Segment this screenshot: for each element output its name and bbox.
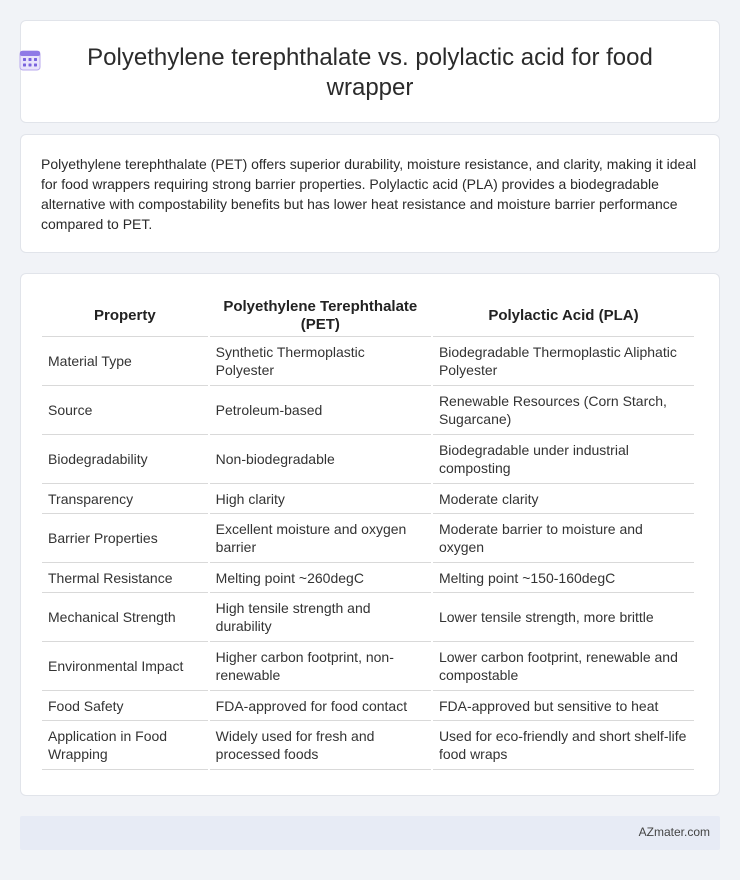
comparison-table [40, 293, 696, 770]
pla-cell: Moderate clarity [433, 484, 694, 514]
property-cell: Application in Food Wrapping [42, 721, 208, 770]
property-cell: Thermal Resistance [42, 563, 208, 593]
pla-cell: Moderate barrier to moisture and oxygen [433, 514, 694, 563]
title-card [20, 20, 720, 123]
table-row [42, 642, 694, 691]
pet-cell: Non-biodegradable [210, 435, 431, 484]
table-row [42, 691, 694, 721]
property-cell: Source [42, 386, 208, 435]
property-cell: Biodegradability [42, 435, 208, 484]
pet-cell: Petroleum-based [210, 386, 431, 435]
pet-cell: Higher carbon footprint, non-renewable [210, 642, 431, 691]
footer-site-link[interactable]: AZmater.com [638, 825, 710, 839]
table-row [42, 386, 694, 435]
table-header-row [42, 293, 694, 337]
title-wrap [61, 43, 679, 103]
table-row [42, 435, 694, 484]
property-cell: Material Type [42, 337, 208, 386]
pet-cell: Synthetic Thermoplastic Polyester [210, 337, 431, 386]
pla-cell: Melting point ~150-160degC [433, 563, 694, 593]
page-title: Polyethylene terephthalate vs. polylactic acid for food wrapper [87, 44, 653, 101]
pet-cell: High clarity [210, 484, 431, 514]
summary-text: Polyethylene terephthalate (PET) offers superior durability, moisture resistance, and clarity, making it ideal for food wrappers requiring strong barrier properties. Polylactic acid (PLA) provides a biodegradable alternative with compostability benefits but has lower heat resistance and moisture barrier performance compared to PET. [41, 156, 697, 232]
column-header-pet: Polyethylene Terephthalate (PET) [210, 293, 431, 337]
comparison-table-card [20, 273, 720, 796]
table-row [42, 514, 694, 563]
pla-cell: Renewable Resources (Corn Starch, Sugarcane) [433, 386, 694, 435]
property-cell: Food Safety [42, 691, 208, 721]
table-row [42, 337, 694, 386]
pet-cell: Melting point ~260degC [210, 563, 431, 593]
pla-cell: Biodegradable under industrial composting [433, 435, 694, 484]
calendar-grid-icon [19, 49, 41, 71]
property-cell: Transparency [42, 484, 208, 514]
pet-cell: Widely used for fresh and processed foods [210, 721, 431, 770]
table-row [42, 563, 694, 593]
table-row [42, 721, 694, 770]
pla-cell: Lower tensile strength, more brittle [433, 593, 694, 642]
pla-cell: Lower carbon footprint, renewable and compostable [433, 642, 694, 691]
pla-cell: Biodegradable Thermoplastic Aliphatic Polyester [433, 337, 694, 386]
pet-cell: Excellent moisture and oxygen barrier [210, 514, 431, 563]
property-cell: Barrier Properties [42, 514, 208, 563]
pet-cell: FDA-approved for food contact [210, 691, 431, 721]
property-cell: Mechanical Strength [42, 593, 208, 642]
table-row [42, 593, 694, 642]
column-header-property: Property [42, 293, 208, 337]
property-cell: Environmental Impact [42, 642, 208, 691]
table-row [42, 484, 694, 514]
summary-card [20, 134, 720, 253]
column-header-pla: Polylactic Acid (PLA) [433, 293, 694, 337]
pet-cell: High tensile strength and durability [210, 593, 431, 642]
pla-cell: FDA-approved but sensitive to heat [433, 691, 694, 721]
pla-cell: Used for eco-friendly and short shelf-life food wraps [433, 721, 694, 770]
footer [20, 816, 720, 850]
